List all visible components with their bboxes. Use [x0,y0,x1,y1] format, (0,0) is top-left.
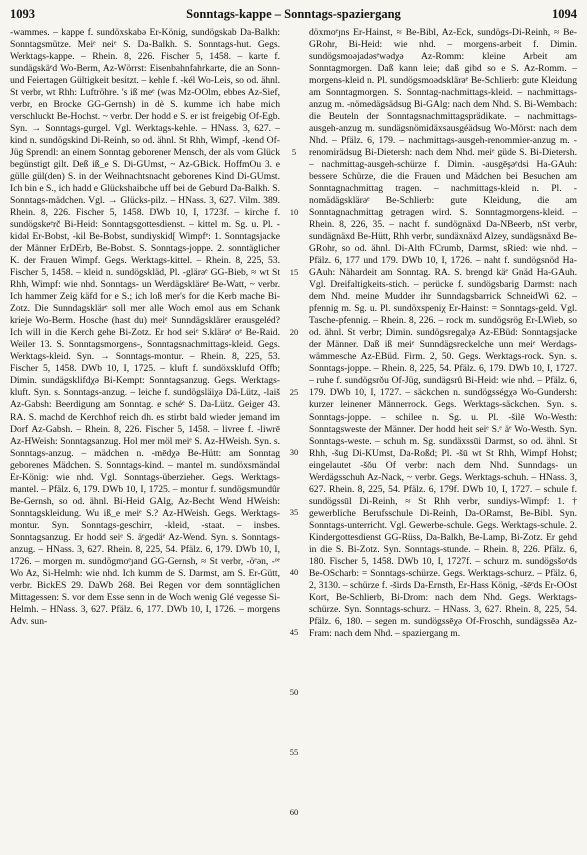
left-page-number: 1093 [10,7,35,21]
left-column [10,27,280,849]
line-number: 35 [289,507,299,517]
line-number: 60 [289,807,299,817]
left-column-text: -wammes. – kappe f. sundöxskabə Er-König, sundögskab Da-Balkh: Sonntagsmütze. Meiᵉ neiᵉ S. Da-Balkh. S. Sonntags-hut. Gegs. Werktags-kappe. – Rhein. 8, 226. Fischer 5, 1458. – karte f. sundägskäᵉd Wo-Berm, Az-Wörrst: Eisenbahnfahrkarte, die an Sonn- und Feiertagen Gültigkeit besitzt. – kehle f. -kél Wo-Leis, so od. ähnl. St verbr, wt Rhh: Luftröhre. 's iß meᵉ (was Mz-OOlm, ebbes Az-Sief, verbr, en Brocke GG-Gernsh) in dè S. kumme ich habe mich verschluckt Be-Hochst. ~ verbr. Der hodd e S. er ist freigebig Of-Egb. Syn. → Sonntags-gurgel. Vgl. Werktags-kehle. – HNass. 3, 627. – kind n. sundögskind Di-Reinh, so od. ähnl. St Rhh, Wimpf, -kend Of-Jüg Sprendl: an einem Sonntag geborener Mensch, der als vom Glück begünstigt gilt. Deß iß_e S. Di-GUmst, ~ Az-GBick. HoffmOu 3. e gülle gül(den) S. in der Weihnachtsnacht geborenes Kind Di-GUmst. Ich bin e S., ich hadd e Glückshaibche uff bei de Geburd Da-Balkh. S. Sonntags-mädchen. Vgl. → Glücks-pilz. – HNass. 3, 627. Vilm. 389. Rhein. 8, 226. Fischer 5, 1458. DWb 10, I, 1723f. – kirche f. sundögskeᵉrč Bi-Heid: Sonntagsgottesdienst. – kittel m. Sg. u. Pl. -kidəl Er-Bobst, -kil Be-Bobst, sundiyskid[ Wimpfᵉ: 1. Sonntagsjacke der Männer ErDErb, Be-Bobst. S. Sonntags-joppe. 2. sonntäglicher K. der Frauen Wimpf. Gegs. Werktags-kittel. – Rhein. 8, 225, 53. Fischer 5, 1458. – kleid n. sundögskläd, Pl. -glärəᵉ GG-Bieb, ≈ wt St Rhh, Wimpf: wie nhd. Sonntags- un Werdägskläreᵉ Be-Watt, ~ verbr. Ich hammer Zeig käfd for e S.; ich loß mer's for die Kerb mache Bi-Zotz. Die Sunndagsklärᵉ soll mer alle Woch emol aus em Schank krieje Wo-Berm. Hosche (hast du) meiᵉ Sunndägsklärer erausgeléd? Ich will in die Kerch gehe Bi-Zotz. Er hod seiᵉ S.klärəᵉ oᵉ Be-Raid. Weiler 13. S. Sonntagsmorgens-, Sonntagsnachmittags-kleid. Gegs. Werktags-kleid. Syn. → Sonntags-montur. – Rhein. 8, 225, 53. Fischer 5, 1458. DWb 10, I, 1725. – kluft f. sundöxsklufd Offb; Dimin. sundägsklifdχə Bi-Kempt: Sonntagsanzug. Gegs. Werktags-kluft. Syn. s. Sonntags-anzug. – leiche f. sundögsläiχə Dä-Lütz, -laiš Az-Gabsh: Beerdigung am Sonntag. e schéᵉ S. Da-Lütz. Geiger 43. RA. S. machd de Kerchhof reich dh. es stirbt bald wieder jemand im Dorf Az-Gabsh. – Rhein. 8, 226. Fischer 5, 1458. – livree f. -liwrē Az-HWeish: Sonntagsanzug. Hol mer möl meiᵉ S. Az-HWeish. Syn. s. Sonntags-anzug. – mädchen n. -mēdχə Be-Hütt: am Sonntag geborenes Mädchen. S. Sonntags-kind. – mantel m. sundöxsmändəl Er-König: wie nhd. Vgl. Sonntags-überzieher. Gegs. Werktags-mantel. – Pfälz. 6, 179. DWb 10, I, 1725. – montur f. sundögsmundûr Be-Gernsh, so od. ähnl. Bi-Heid GAlg, Az-Becht Wend HWeish: Sonntagskleidung. Wu iß_e meiᵉ S.? Az-HWeish. Gegs. Werktags-montur. Syn. Sonntags-geschirr, -kleid, -staat. – insbes. Sonntagsanzug. Er hodd seiᵉ S. äᵉgedäᵉ Az-Wend. Syn. s. Sonntags-anzug. – HNass. 3, 627. Rhein. 8, 225, 54. Pfälz. 6, 179. DWb 10, I, 1726. – morgen m. sundögmoᵉȷand GG-Gernsh, ≈ St verbr, -öᵉən, -ᵒᵉ Wo Az, Si-Helmh: wie nhd. Ich kumm de S. Darmst, am S. Er-Gütt, verbr. BickES 29. DaWb 268. Bei Regen vor dem sonntäglichen Mittagessen: S. vor dem Esse senn in de Woch wenig Glé vegesse Si-Helmh. – HNass. 3, 627. Pfälz. 6, 177. DWb 10, I, 1726. – morgens Adv. sun- [10,27,280,627]
line-number: 20 [289,327,299,337]
line-number: 30 [289,447,299,457]
running-title: Sonntags-kappe – Sonntags-spaziergang [186,7,401,21]
right-page-number: 1094 [552,7,577,21]
right-column-text: döxmoᵉȷns Er-Hainst, ≈ Be-Bibl, Az-Eck, sundögs-Di-Reinh, ≈ Be-GRohr, Bi-Heid: wie nhd. – morgens-arbeit f. Dimin. sundögsmoəjadəsᵉwədχə Az-Romm: kleine Arbeit am Sonntagmorgen. Daß kann leie; daß gibd so e S. Az-Romm. – morgens-kleid n. Pl. sundögsmoədsklärəᵉ Be-Schlierb: gute Kleidung am Sonntagmorgen. S. Sonntag-nachmittags-kleid. – nachmittags-anzug m. -nömedägsädsug Bi-GAlg: nach dem Nhd. S. Bi-Wembach: die Beuteln der Sonntagsnachmittagsprädikate. – nachmittags-ausgeh-anzug m. sundägsnömidäxsausgéädsug Wo-Mörst: nach dem Nhd. – Pfälz. 6, 179. – nachmittags-ausgeh-renommier-anzug m. -renomirädsug Bi-Dietersh: nach dem Nhd. meiᵉ güde S. Bi-Dietersh. – nachmittag-ausgeh-schürze f. Dimin. -ausgēşəᵉdsi Ha-GAuh: bessere Schürze, die die Frauen und Mädchen bei Besuchen am Sonntagnachmittag tragen. – nachmittags-kleid n. Pl. -nomädägsklärəᵉ Be-Schlierb: gute Kleidung, die am Sonntagnachmittag getragen wird. S. Sonntagmorgens-kleid. – Rhein. 8, 226, 35. – nacht f. sundögnäxd Da-NBeerb, nSt verbr, sundägnäxd Be-Hütt, Rhh verbr, sundäxnäxd Alzey, sundägsnäxd Be-GRohr, so od. ähnl. Di-Alth FCrumb, Darmst, sRied: wie nhd. – Pfälz. 6, 177 und 179. DWb 10, I, 1726. – naht f. sundögsnöd Ha-GAuh: Nähardeit am Sonntag. RA. S. brengd käᵉ Gnäd Ha-GAuh. Vgl. Dreifaltigkeits-stich. – perücke f. sundögsbarig Darmst: nach dem Nhd. meine Mudder ihr Sunndagsbarrick SchneidWi 62. – pfennig m. Sg. u. Pl. sundöxspeniχ Er-Hainst: = Sonntags-geld. Vgl. Tasche-pfennig. – Rhein. 8, 226. – rock m. sundögsrög Er-LWieb, so od. ähnl. St verbr; Dimin. sundögsregalχə Az-EBüd: Sonntagsjacke der Männer. Daß iß meiᵉ Sunndägsreckelche unn meiᵉ Werdags-wämmesche Az-EBüd. Firm. 2, 50. Gegs. Werktags-rock. Syn. s. Sonntags-joppe. – Rhein. 8, 225, 54. Pfälz. 6, 179. DWb 10, I, 1727. – ruhe f. sundögsrǒu Of-Jüg, sundägsrû Bi-Heid: wie nhd. – Pfälz. 6, 179. DWb 10, I, 1727. – säckchen n. sundögsségχə Wo-Gundersh: kurzer leinener Männerrock. Gegs. Werktags-säckchen. Syn. s. Sonntags-joppe. – schilee n. Sg. u. Pl. -šilē Wo-Westh: Sonntagsweste der Männer. Der hodd heit seiᵉ S.ᵉ äᵉ Wo-Westh. Syn. Sonntags-weste. – schuh m. Sg. sundäxssūi Darmst, so od. ähnl. St Rhh, -šug Di-KUmst, Da-Roßd; Pl. -šū wt St Rhh, Wimpf Hohst; eingelautet -šǒu Of verbr: nach dem Nhd. Sunndags- un Werdägsschuh Az-Nack, ~ verbr. Gegs. Werktags-schuh. – HNass. 3, 627. Rhein. 8, 225, 54. Pfälz. 6, 179f. DWb 10, I, 1727. – schule f. sundögssūl Di-Reinh, ≈ St Rhh verbr, sundiys-Wimpf: 1. † gewerbliche Berufsschule Di-Reinh, Da-ORamst, Be-Bibl. Syn. Sonntags-unterricht. Vgl. Gewerbe-schule. Gegs. Werktags-schule. 2. Kindergottesdienst GG-Rüss, Da-Balkh, Be-Lamp, Bi-Zotz. Er gehd in die S. Bi-Zotz. Syn. Sonntags-stunde. – Rhein. 8, 226. Pfälz. 6, 180. Fischer 5, 1458. DWb 10, I, 1727f. – schurz m. sundögsšoᵉds Be-OScharb: = Sonntags-schürze. Gegs. Werktags-schurz. – Pfälz. 6, 2, 3130. – schürze f. -širds Da-Ernsth, Er-Hass König, -šēᵉds Er-OOst Kort, Be-Schlierb, Bi-Drom: nach dem Nhd. Gegs. Werktags-schürze. Syn. Sonntags-schurz. – HNass. 3, 627. Rhein. 8, 225, 54. Pfälz. 6, 180. – segen m. sundögssēχə Of-Froschh, sundägssēə Az-Fram: nach dem Nhd. – spaziergang m. [309,27,577,639]
line-number-gutter [280,27,308,849]
line-number: 25 [289,387,299,397]
line-number: 55 [289,747,299,757]
line-number: 15 [289,267,299,277]
line-number: 5 [291,147,297,157]
line-number: 45 [289,627,299,637]
line-number: 40 [289,567,299,577]
right-column [309,27,577,849]
line-number: 10 [289,207,299,217]
page-header [10,4,577,24]
line-number: 50 [289,687,299,697]
